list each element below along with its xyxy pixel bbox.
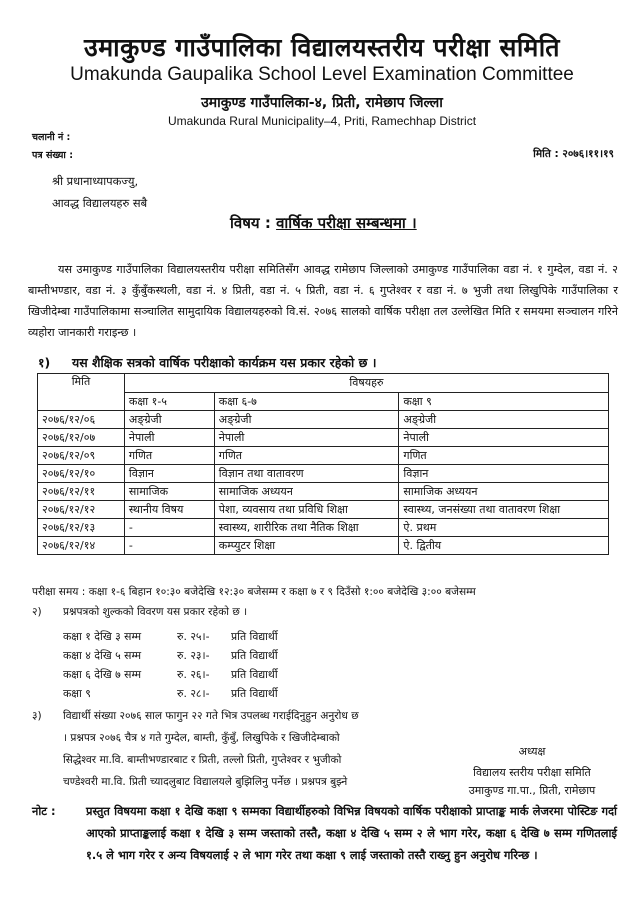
subject-text: वार्षिक परीक्षा सम्बन्धमा ।	[276, 214, 417, 232]
address-english: Umakunda Rural Municipality–4, Priti, Ramechhap District	[167, 114, 477, 128]
fee-label: कक्षा ९	[63, 687, 91, 700]
fee-per-student: प्रति विद्यार्थी	[231, 630, 278, 643]
fee-label: कक्षा ४ देखि ५ सम्म	[63, 649, 142, 662]
fee-label: कक्षा १ देखि ३ सम्म	[63, 630, 142, 643]
note-text: प्रस्तुत विषयमा कक्षा १ देखि कक्षा ९ सम्मका विद्यार्थीहरुको विभिन्न विषयको वार्षिक परीक्षाको प्राप्ताङ्क मार्क लेजरमा पोस्टिङ गर्दा आएको प्राप्ताङ्कलाई कक्षा १ देखि ३ सम्म जस्ताको तस्तै, कक्षा ४ देखि ५ सम्म २ ले भाग गरेर, कक्षा ६ देखि ७ सम्म गणितलाई १.५ ले भाग गरेर र अन्य विषयलाई २ ले भाग गरेर तथा कक्षा ९ लाई जस्ताको तस्तै राख्नु हुन अनुरोध गरिन्छ ।	[86, 804, 617, 862]
point3-number: ३)	[32, 710, 42, 722]
row-grade-6-7: सामाजिक अध्ययन	[214, 483, 399, 501]
row-grade-6-7: कम्प्युटर शिक्षा	[214, 537, 399, 555]
row-grade-6-7: नेपाली	[214, 429, 399, 447]
row-date: २०७६/१२/११	[38, 483, 125, 501]
schedule-heading	[38, 354, 376, 371]
grade-header-1-5: कक्षा १-५	[124, 392, 214, 411]
row-date: २०७६/१२/०७	[38, 429, 125, 447]
row-grade-9: नेपाली	[399, 429, 609, 447]
row-grade-9: ऐ. प्रथम	[399, 519, 609, 537]
table-row	[38, 429, 609, 447]
signatory-address: उमाकुण्ड गा.पा., प्रिती, रामेछाप	[468, 784, 596, 797]
row-grade-9: स्वास्थ्य, जनसंख्या तथा वातावरण शिक्षा	[399, 501, 609, 519]
schedule-heading-text: यस शैक्षिक सत्रको वार्षिक परीक्षाको कार्यक्रम यस प्रकार रहेको छ ।	[71, 355, 377, 370]
row-grade-6-7: अङ्ग्रेजी	[214, 411, 399, 429]
recipient-line-2: आवद्ध विद्यालयहरु सबै	[52, 196, 148, 210]
row-grade-6-7: स्वास्थ्य, शारीरिक तथा नैतिक शिक्षा	[214, 519, 399, 537]
exam-time: परीक्षा समय : कक्षा १-६ बिहान १०:३० बजेदेखि १२:३० बजेसम्म र कक्षा ७ र ९ दिउँसो १:०० बजेदेखि ३:०० बजेसम्म	[32, 586, 476, 598]
fee-amount: रु. २३।-	[177, 649, 210, 662]
note-label: नोट :	[32, 804, 56, 818]
fee-label: कक्षा ६ देखि ७ सम्म	[63, 668, 142, 681]
point3-line: । प्रश्नपत्र २०७६ चैत्र ४ गते गुम्देल, बाम्ती, कुँबुँ, लिखुपिके र खिजीदेम्बाको	[63, 732, 340, 744]
table-row	[38, 519, 609, 537]
signatory-role: अध्यक्ष	[518, 745, 546, 758]
table-row	[38, 483, 609, 501]
fees-heading: प्रश्नपत्रको शुल्कको विवरण यस प्रकार रहेको छ ।	[63, 606, 248, 618]
fee-per-student: प्रति विद्यार्थी	[231, 649, 278, 662]
committee-title-english: Umakunda Gaupalika School Level Examination Committee	[70, 64, 574, 85]
fee-per-student: प्रति विद्यार्थी	[231, 687, 278, 700]
point3-line: सिद्धेश्वर मा.वि. बाम्तीभण्डारबाट र प्रिती, तल्लो प्रिती, गुप्तेश्वर र भुजीको	[63, 754, 342, 766]
row-grade-9: अङ्ग्रेजी	[399, 411, 609, 429]
table-row	[38, 465, 609, 483]
fee-per-student: प्रति विद्यार्थी	[231, 668, 278, 681]
row-grade-6-7: विज्ञान तथा वातावरण	[214, 465, 399, 483]
date-column-header: मिति	[38, 374, 125, 411]
subjects-column-header: विषयहरु	[124, 374, 608, 393]
point3-line: विद्यार्थी संख्या २०७६ साल फागुन २२ गते भित्र उपलब्ध गराईदिनुहुन अनुरोध छ	[63, 710, 359, 722]
dispatch-number-label: चलानी नं :	[32, 132, 71, 143]
fee-amount: रु. २५।-	[177, 630, 210, 643]
row-date: २०७६/१२/०६	[38, 411, 125, 429]
subject-prefix: विषय :	[230, 214, 271, 232]
grade-header-6-7: कक्षा ६-७	[214, 392, 399, 411]
row-grade-6-7: पेशा, व्यवसाय तथा प्रविधि शिक्षा	[214, 501, 399, 519]
fee-amount: रु. २८।-	[177, 687, 210, 700]
row-grade-9: ऐ. द्वितीय	[399, 537, 609, 555]
fees-number: २)	[32, 606, 42, 618]
committee-title-nepali: उमाकुण्ड गाउँपालिका विद्यालयस्तरीय परीक्षा समिति	[84, 33, 560, 62]
row-grade-1-5: विज्ञान	[124, 465, 214, 483]
row-grade-1-5: नेपाली	[124, 429, 214, 447]
row-grade-9: गणित	[399, 447, 609, 465]
row-grade-1-5: गणित	[124, 447, 214, 465]
row-grade-1-5: सामाजिक	[124, 483, 214, 501]
table-row	[38, 501, 609, 519]
subject-line	[230, 213, 417, 233]
row-grade-1-5: -	[124, 519, 214, 537]
row-grade-1-5: अङ्ग्रेजी	[124, 411, 214, 429]
row-date: २०७६/१२/१३	[38, 519, 125, 537]
row-grade-6-7: गणित	[214, 447, 399, 465]
row-date: २०७६/१२/१०	[38, 465, 125, 483]
table-row	[38, 447, 609, 465]
row-grade-1-5: -	[124, 537, 214, 555]
table-row	[38, 537, 609, 555]
row-date: २०७६/१२/१४	[38, 537, 125, 555]
grade-header-9: कक्षा ९	[399, 392, 609, 411]
point3-line: चण्डेश्वरी मा.वि. प्रिती च्यादलुबाट विद्यालयले बुझिलिनु पर्नेछ । प्रश्नपत्र बुझ्ने	[63, 776, 348, 788]
letter-number-label: पत्र संख्या :	[32, 150, 74, 161]
row-grade-1-5: स्थानीय विषय	[124, 501, 214, 519]
row-date: २०७६/१२/०९	[38, 447, 125, 465]
fee-amount: रु. २६।-	[177, 668, 210, 681]
row-grade-9: विज्ञान	[399, 465, 609, 483]
schedule-heading-number: १)	[38, 355, 51, 370]
recipient-line-1: श्री प्रधानाध्यापकज्यु,	[52, 174, 139, 188]
table-row	[38, 411, 609, 429]
address-nepali: उमाकुण्ड गाउँपालिका-४, प्रिती, रामेछाप जिल्ला	[201, 95, 443, 111]
body-paragraph: यस उमाकुण्ड गाउँपालिका विद्यालयस्तरीय परीक्षा समितिसँग आवद्ध रामेछाप जिल्लाको उमाकुण्ड गाउँपालिका वडा नं. १ गुम्देल, वडा नं. २ बाम्तीभण्डार, वडा नं. ३ कुँबुँकस्थली, वडा नं. ४ प्रिती, वडा नं. ५ प्रिती, वडा नं. ६ गुप्तेश्वर र वडा नं. ७ भुजी तथा लिखुपिके गाउँपालिका र खिजीदेम्बा गाउँपालिकामा सञ्चालित सामुदायिक विद्यालयहरुको वि.सं. २०७६ सालको वार्षिक परीक्षा तल उल्लेखित मिति र समयमा सञ्चालन गरिने व्यहोरा जानकारी गराइन्छ ।	[28, 263, 618, 339]
table-header-row	[38, 374, 609, 393]
exam-schedule-table	[37, 373, 609, 555]
signatory-committee: विद्यालय स्तरीय परीक्षा समिति	[473, 766, 591, 779]
row-grade-9: सामाजिक अध्ययन	[399, 483, 609, 501]
row-date: २०७६/१२/१२	[38, 501, 125, 519]
letter-date: मिति : २०७६।११।१९	[533, 148, 614, 160]
